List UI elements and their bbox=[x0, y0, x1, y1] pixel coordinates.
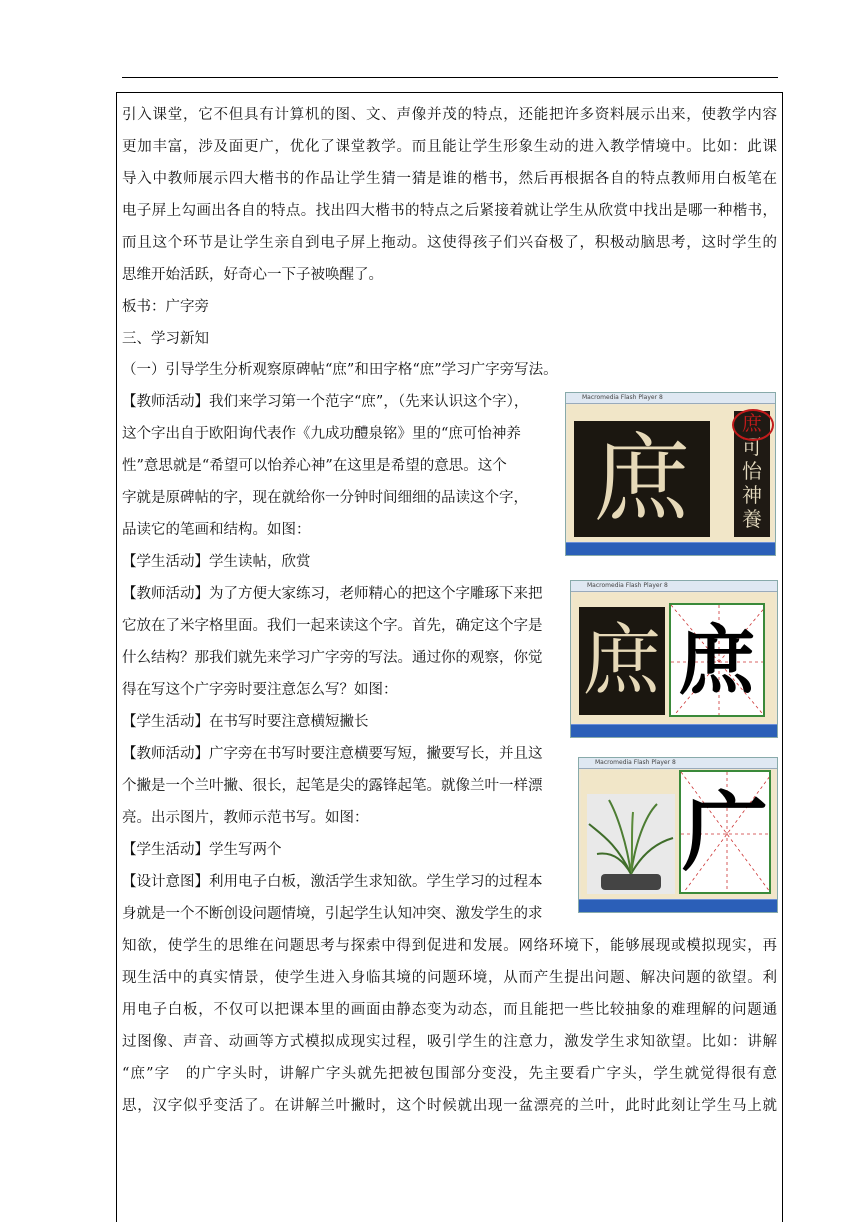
paragraph-line: 它放在了米字格里面。我们一起来读这个字。首先，确定这个字是 bbox=[122, 618, 543, 634]
paragraph-line: 更加丰富，涉及面更广，优化了课堂教学。而且能让学生形象生动的进入教学情境中。比如：此课 bbox=[122, 139, 777, 155]
paragraph-line: 个撇是一个兰叶撇、很长，起笔是尖的露锋起笔。就像兰叶一样漂 bbox=[122, 778, 543, 794]
paragraph-line: 过图像、声音、动画等方式模拟成现实过程，吸引学生的注意力，激发学生求知欲望。比如：讲解 bbox=[122, 1034, 777, 1050]
paragraph-line: 得在写这个广字旁时要注意怎么写？如图： bbox=[122, 682, 398, 698]
toolbar bbox=[566, 542, 775, 555]
paragraph-line: 现生活中的真实情景，使学生进入身临其境的问题环境，从而产生提出问题、解决问题的欲望。利 bbox=[122, 970, 777, 986]
grid-character: 广 bbox=[682, 782, 768, 883]
header-rule bbox=[122, 77, 778, 78]
toolbar bbox=[571, 724, 777, 737]
paragraph-line: 身就是一个不断创设问题情境，引起学生认知冲突、激发学生的求 bbox=[122, 906, 543, 922]
paragraph-line: 字就是原碑帖的字，现在就给你一分钟时间细细的品读这个字， bbox=[122, 490, 528, 506]
design-intent: 【设计意图】利用电子白板，激活学生求知欲。学生学习的过程本 bbox=[122, 874, 543, 890]
teacher-activity: 【教师活动】我们来学习第一个范字“庶”，（先来认识这个字）， bbox=[122, 394, 529, 410]
paragraph-line: “庶”字 的广字头时，讲解广字头就先把被包围部分变没，先主要看广字头，学生就觉得很有意 bbox=[122, 1066, 777, 1082]
highlight-circle bbox=[732, 409, 774, 441]
rice-grid bbox=[679, 770, 771, 894]
paragraph-line: 而且这个环节是让学生亲自到电子屏上拖动。这使得孩子们兴奋极了，积极动脑思考，这时学生的 bbox=[122, 235, 777, 251]
paragraph-line: 这个字出自于欧阳询代表作《九成功醴泉铭》里的“庶可怡神养 bbox=[122, 426, 521, 442]
paragraph-line: 用电子白板，不仅可以把课本里的画面由静态变为动态，而且能把一些比较抽象的难理解的问题通 bbox=[122, 1002, 777, 1018]
inscription-strip: 庶 可 怡 神 養 bbox=[734, 411, 770, 537]
board-writing: 板书：广字旁 bbox=[122, 299, 209, 315]
paragraph-line: 品读它的笔画和结构。如图： bbox=[122, 522, 311, 538]
paragraph-line: 知欲，使学生的思维在问题思考与探索中得到促进和发展。网络环境下，能够展现或模拟现实，再 bbox=[122, 938, 777, 954]
figure-orchid-grid bbox=[578, 757, 778, 913]
student-activity: 【学生活动】学生写两个 bbox=[122, 842, 282, 858]
grid-character: 庶 bbox=[679, 616, 755, 705]
window-titlebar: Macromedia Flash Player 8 bbox=[579, 758, 777, 769]
rubbing-image: 庶 bbox=[579, 607, 665, 715]
paragraph-line: 电子屏上勾画出各自的特点。找出四大楷书的特点之后紧接着就让学生从欣赏中找出是哪一种楷书， bbox=[122, 203, 777, 219]
section-heading: 三、学习新知 bbox=[122, 331, 209, 347]
paragraph-line: 导入中教师展示四大楷书的作品让学生猜一猜是谁的楷书，然后再根据各自的特点教师用白板笔在 bbox=[122, 171, 777, 187]
rice-grid bbox=[669, 603, 765, 717]
teacher-activity: 【教师活动】广字旁在书写时要注意横要写短，撇要写长，并且这 bbox=[122, 746, 543, 762]
paragraph-line: 思维开始活跃，好奇心一下子被唤醒了。 bbox=[122, 267, 383, 283]
window-titlebar: Macromedia Flash Player 8 bbox=[571, 581, 777, 592]
paragraph-line: 什么结构？那我们就先来学习广字旁的写法。通过你的观察，你觉 bbox=[122, 650, 543, 666]
paragraph-line: 引入课堂，它不但具有计算机的图、文、声像并茂的特点，还能把许多资料展示出来，使教学内容 bbox=[122, 107, 777, 123]
paragraph-line: 性”意思就是“希望可以怡养心神”在这里是希望的意思。这个 bbox=[122, 458, 507, 474]
orchid-drawing bbox=[587, 794, 675, 894]
toolbar bbox=[579, 899, 777, 912]
orchid-image bbox=[587, 794, 675, 894]
window-titlebar: Macromedia Flash Player 8 bbox=[566, 393, 775, 404]
rubbing-image: 庶 bbox=[574, 421, 710, 537]
paragraph-line: 思，汉字似乎变活了。在讲解兰叶撇时，这个时候就出现一盆漂亮的兰叶，此时此刻让学生马上就 bbox=[122, 1098, 777, 1114]
student-activity: 【学生活动】学生读帖，欣赏 bbox=[122, 554, 311, 570]
subsection-heading: （一）引导学生分析观察原碑帖“庶”和田字格“庶”学习广字旁写法。 bbox=[122, 362, 558, 378]
teacher-activity: 【教师活动】为了方便大家练习，老师精心的把这个字雕琢下来把 bbox=[122, 586, 543, 602]
figure-rubbing-grid bbox=[570, 580, 778, 738]
paragraph-line: 亮。出示图片，教师示范书写。如图： bbox=[122, 810, 369, 826]
figure-rubbing-strip bbox=[565, 392, 776, 556]
student-activity: 【学生活动】在书写时要注意横短撇长 bbox=[122, 714, 369, 730]
